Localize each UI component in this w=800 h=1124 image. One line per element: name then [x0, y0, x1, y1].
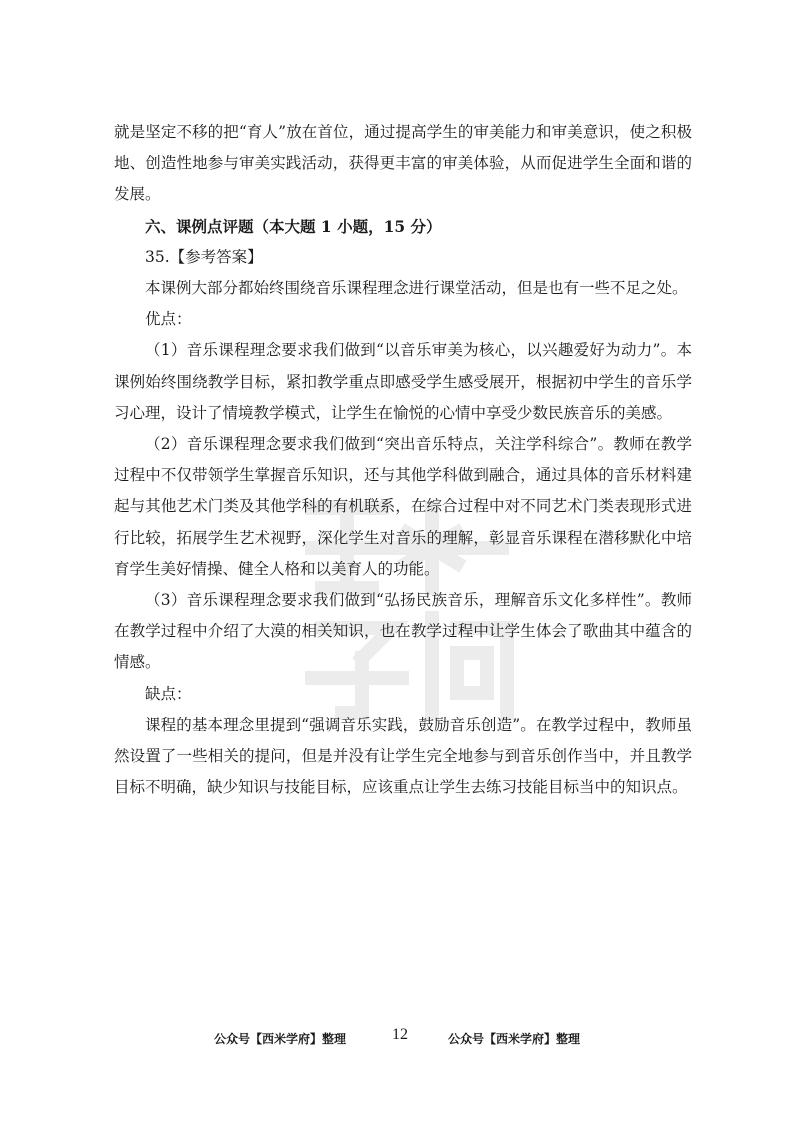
question-label: 35.【参考答案】: [145, 247, 263, 266]
document-body: [114, 117, 692, 803]
paragraph-intro: 本课例大部分都始终围绕音乐课程理念进行课堂活动，但是也有一些不足之处。: [145, 279, 688, 298]
section-heading: 六、课例点评题（本大题 1 小题，15 分）: [145, 216, 442, 236]
footer-left-text: 公众号【西米学府】整理: [214, 1032, 347, 1046]
paragraph-continued: 就是坚定不移的把“育人”放在首位，通过提高学生的审美能力和审美意识，使之积极地、创造性地参与审美实践活动，获得更丰富的审美体验，从而促进学生全面和谐的发展。: [114, 123, 692, 204]
paragraph-disadvantage: 课程的基本理念里提到“强调音乐实践，鼓励音乐创造”。在教学过程中，教师虽然设置了一些相关的提问，但是并没有让学生完全地参与到音乐创作当中，并且教学目标不明确，缺少知识与技能目标，应该重点让学生去练习技能目标当中的知识点。: [114, 715, 692, 797]
paragraph-point-2: （2）音乐课程理念要求我们做到“突出音乐特点，关注学科综合”。教师在教学过程中不仅带领学生掌握音乐知识，还与其他学科做到融合，通过具体的音乐材料建起与其他艺术门类及其他学科的有机联系，在综合过程中对不同艺术门类表现形式进行比较，拓展学生艺术视野，深化学生对音乐的理解，彰显音乐课程在潜移默化中培育学生美好情操、健全人格和以美育人的功能。: [114, 435, 692, 578]
paragraph-point-3: （3）音乐课程理念要求我们做到“弘扬民族音乐，理解音乐文化多样性”。教师在教学过程中介绍了大漠的相关知识，也在教学过程中让学生体会了歌曲其中蕴含的情感。: [114, 591, 692, 672]
label-advantages: 优点：: [145, 310, 192, 329]
label-disadvantages: 缺点：: [145, 684, 192, 703]
page-footer: [0, 1026, 800, 1050]
footer-right-text: 公众号【西米学府】整理: [448, 1032, 581, 1046]
paragraph-point-1: （1）音乐课程理念要求我们做到“以音乐审美为核心，以兴趣爱好为动力”。本课例始终围绕教学目标，紧扣教学重点即感受学生感受展开，根据初中学生的音乐学习心理，设计了情境教学模式，让学生在愉悦的心情中享受少数民族音乐的美感。: [114, 341, 692, 422]
page-number: 12: [392, 1026, 408, 1043]
